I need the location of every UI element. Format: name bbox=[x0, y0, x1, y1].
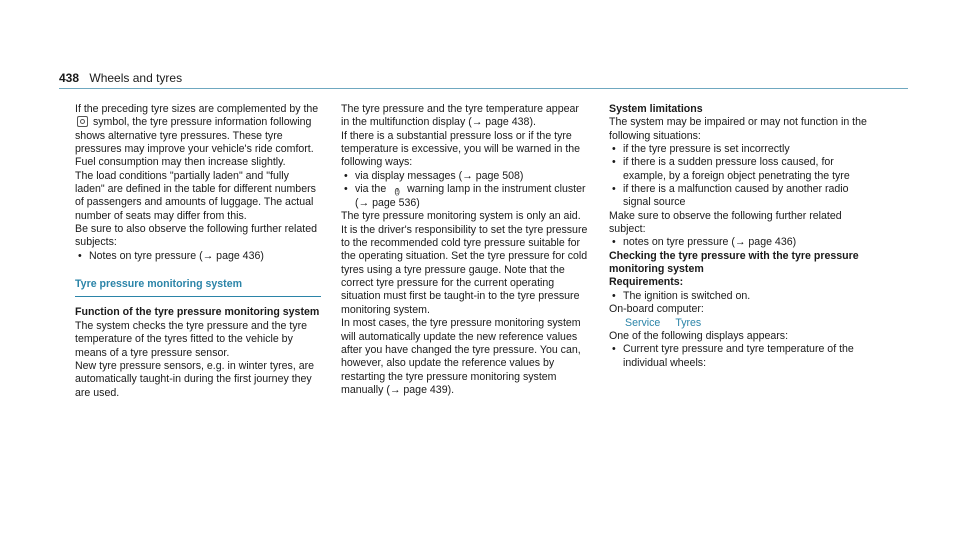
list-item[interactable]: • via the (!) warning lamp in the instrument cluster (→ page 536) bbox=[341, 183, 588, 210]
tyre-warning-lamp-icon bbox=[391, 186, 402, 197]
column-3 bbox=[609, 103, 867, 370]
related-list bbox=[75, 250, 321, 263]
paragraph: The load conditions "partially laden" and "fully laden" are defined in the table for different numbers of passengers and amounts of luggage. The actual number of seats may differ from this. bbox=[75, 169, 316, 222]
column-1 bbox=[75, 103, 321, 400]
list-item[interactable]: • Notes on tyre pressure (→ page 436) bbox=[75, 250, 321, 263]
page-header bbox=[59, 70, 182, 86]
list-item: • if there is a sudden pressure loss caused, for example, by a foreign object penetrating the tyre bbox=[609, 156, 867, 183]
menu-path-tyres[interactable]: Tyres bbox=[675, 316, 702, 329]
paragraph: One of the following displays appears: bbox=[609, 329, 789, 342]
paragraph: If the preceding tyre sizes are complemented by the symbol, the tyre pressure information following shows alternative tyre pressures. These tyre pressures may improve your vehicle's ride comfort. Fuel consumption may then increase slightly. bbox=[75, 103, 319, 169]
paragraph: New tyre pressure sensors, e.g. in winter tyres, are automatically taught-in during the first journey they are used. bbox=[75, 359, 315, 399]
section-heading: Tyre pressure monitoring system bbox=[75, 278, 243, 291]
sub-heading: Function of the tyre pressure monitoring system bbox=[75, 306, 320, 319]
heading-checking-tyre-pressure: Checking the tyre pressure with the tyre pressure monitoring system bbox=[609, 249, 859, 276]
menu-path bbox=[609, 317, 867, 330]
tyre-pressure-info-icon bbox=[77, 116, 88, 127]
paragraph: On-board computer: bbox=[609, 303, 704, 316]
limitations-list bbox=[609, 143, 867, 210]
paragraph: The system may be impaired or may not function in the following situations: bbox=[609, 116, 867, 142]
list-item[interactable]: • notes on tyre pressure (→ page 436) bbox=[609, 236, 867, 249]
paragraph: Make sure to observe the following further related subject: bbox=[609, 209, 842, 236]
display-list bbox=[609, 343, 867, 370]
column-2 bbox=[341, 103, 588, 397]
warning-list bbox=[341, 170, 588, 211]
list-item: • Current tyre pressure and tyre temperature of the individual wheels: bbox=[609, 343, 867, 370]
list-item[interactable]: • via display messages (→ page 508) bbox=[341, 170, 588, 183]
heading-system-limitations: System limitations bbox=[609, 103, 703, 115]
paragraph: The tyre pressure monitoring system is only an aid. It is the driver's responsibility to set the tyre pressure to the recommended cold tyre pressure suitable for the operating situation. Set the tyre pressure for cold tyres using a tyre pressure gauge. Note that the correct tyre pressure for the current operating situation must first be taught-in to the tyre pressure monitoring system. bbox=[341, 210, 588, 316]
paragraph: If there is a substantial pressure loss or if the tyre temperature is excessive, you will be warned in the following ways: bbox=[341, 129, 581, 169]
paragraph: In most cases, the tyre pressure monitoring system will automatically update the new reference values after you have changed the tyre pressure. You can, however, also update the reference values by restarting the tyre pressure monitoring system manually (→ page 439). bbox=[341, 317, 581, 396]
list-item: • if the tyre pressure is set incorrectly bbox=[609, 143, 867, 156]
header-rule bbox=[59, 88, 908, 89]
section-title: Wheels and tyres bbox=[89, 71, 183, 85]
section-rule bbox=[75, 296, 321, 297]
requirements-label: Requirements: bbox=[609, 276, 684, 289]
paragraph: Be sure to also observe the following further related subjects: bbox=[75, 223, 318, 249]
menu-path-service[interactable]: Service bbox=[625, 316, 661, 329]
related-list bbox=[609, 236, 867, 249]
paragraph: The system checks the tyre pressure and the tyre temperature of the tyres fitted to the vehicle by means of a tyre pressure sensor. bbox=[75, 319, 307, 359]
page-number: 438 bbox=[59, 71, 80, 85]
paragraph: The tyre pressure and the tyre temperature appear in the multifunction display (→ page 438). bbox=[341, 103, 579, 129]
list-item: • if there is a malfunction caused by another radio signal source bbox=[609, 183, 867, 210]
requirements-list bbox=[609, 290, 867, 303]
list-item: • The ignition is switched on. bbox=[609, 290, 867, 303]
